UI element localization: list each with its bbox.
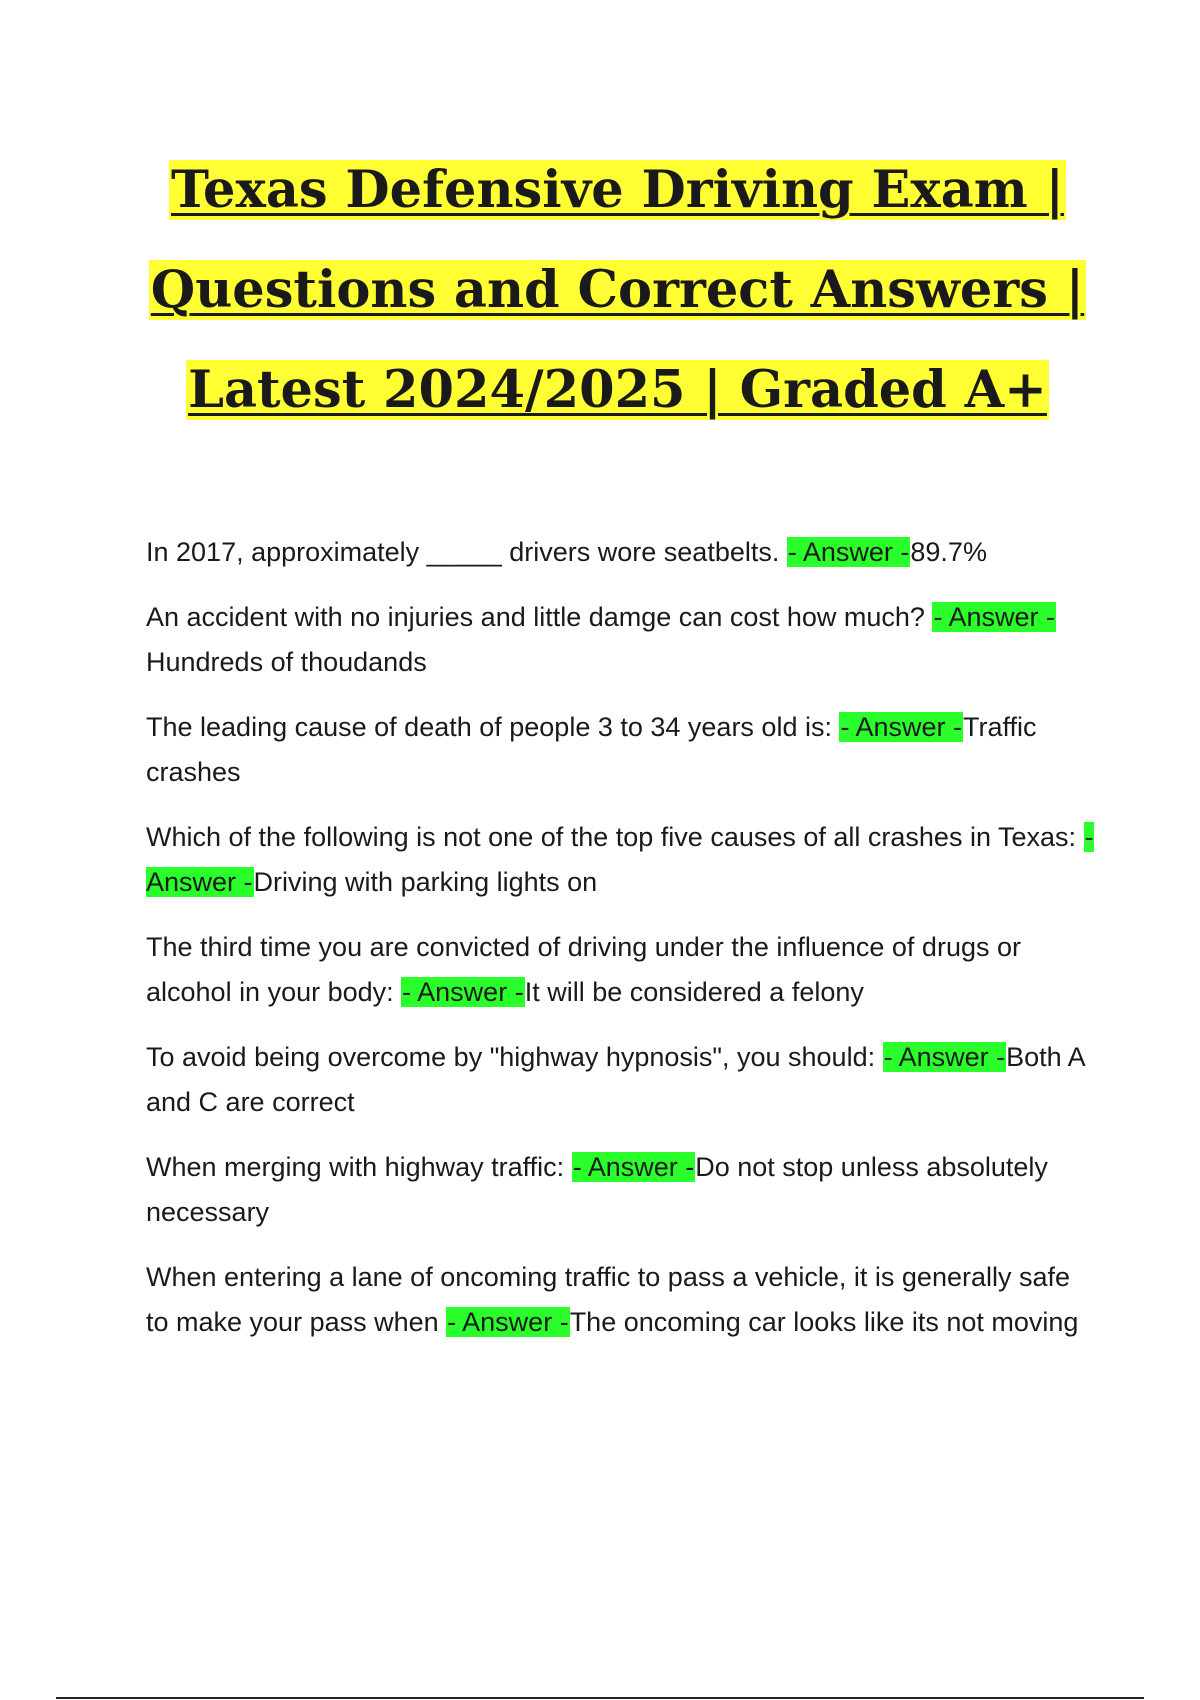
answer-marker: - Answer - [572,1152,695,1182]
title-line-1: Texas Defensive Driving Exam | [170,160,1065,220]
question-answer-list [146,530,1096,1365]
qa-item-3 [146,705,1096,795]
qa-item-6 [146,1035,1096,1125]
answer-text: Traffic crashes [146,712,1037,787]
answer-marker: - Answer - [840,712,963,742]
answer-marker: - Answer - [146,822,1094,897]
qa-item-5 [146,925,1096,1015]
answer-text: Driving with parking lights on [253,867,598,897]
title-line-3: Latest 2024/2025 | Graded A+ [188,360,1047,420]
answer-text: Both A and C are correct [146,1042,1085,1117]
qa-item-8 [146,1255,1096,1345]
answer-text: Hundreds of thoudands [146,647,427,677]
question-text: The third time you are convicted of driving under the influence of drugs or alcohol in your body: [146,932,1021,1007]
question-text: When entering a lane of oncoming traffic to pass a vehicle, it is generally safe to make your pass when [146,1262,1071,1337]
answer-marker: - Answer - [787,537,910,567]
answer-marker: - Answer - [447,1307,569,1337]
answer-text: Do not stop unless absolutely necessary [146,1152,1048,1227]
qa-item-4 [146,815,1096,905]
answer-text: The oncoming car looks like its not moving [569,1307,1079,1337]
qa-item-7 [146,1145,1096,1235]
answer-marker: - Answer - [883,1042,1006,1072]
question-text: Which of the following is not one of the top five causes of all crashes in Texas: [146,822,1084,852]
question-text: In 2017, approximately _____ drivers wore seatbelts. [146,537,787,567]
document-title [100,140,1135,440]
answer-marker: - Answer - [402,977,524,1007]
question-text: The leading cause of death of people 3 to 34 years old is: [146,712,840,742]
qa-item-1 [146,530,1096,575]
question-text: To avoid being overcome by "highway hypnosis", you should: [146,1042,883,1072]
page-bottom-divider [56,1697,1144,1699]
answer-marker: - Answer - [933,602,1055,632]
answer-text: It will be considered a felony [524,977,864,1007]
question-text: When merging with highway traffic: [146,1152,572,1182]
question-text: An accident with no injuries and little damge can cost how much? [146,602,933,632]
qa-item-2 [146,595,1096,685]
title-line-2: Questions and Correct Answers | [150,260,1085,320]
answer-text: 89.7% [910,537,987,567]
